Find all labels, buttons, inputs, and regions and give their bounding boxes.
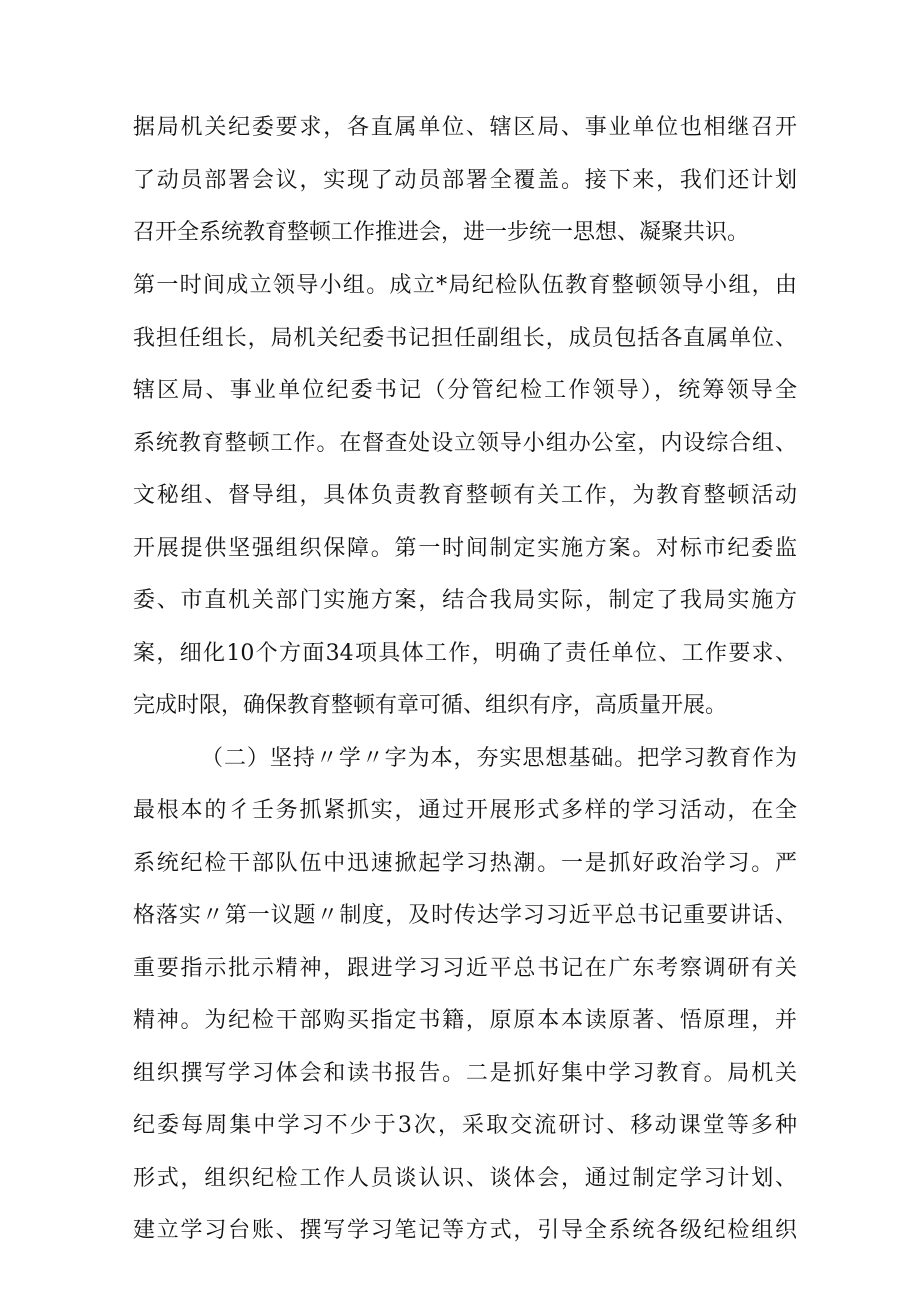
text-line: 建立学习台账、撰写学习笔记等方式，引导全系统各级纪检组织 [133, 1218, 797, 1243]
text-line: 组织撰写学习体会和读书报告。二是抓好集中学习教育。局机关 [133, 1061, 797, 1086]
text-line: 了动员部署会议，实现了动员部署全覆盖。接下来，我们还计划 [133, 168, 797, 193]
text-line: 重要指示批示精神，跟进学习习近平总书记在广东考察调研有关 [133, 956, 797, 981]
text-line: 系统教育整顿工作。在督查处设立领导小组办公室，内设综合组、 [133, 431, 797, 456]
paragraph-first-line: （二）坚持〃学〃字为本，夯实思想基础。把学习教育作为 [201, 746, 797, 771]
text-line: 案，细化10个方面34项具体工作，明确了责任单位、工作要求、 [133, 641, 797, 666]
text-line: 委、市直机关部门实施方案，结合我局实际，制定了我局实施方 [133, 588, 797, 613]
text-line: 纪委每周集中学习不少于3次，采取交流研讨、移动课堂等多种 [133, 1113, 797, 1138]
text-line: 文秘组、督导组，具体负责教育整顿有关工作，为教育整顿活动 [133, 483, 797, 508]
text-line: 完成时限，确保教育整顿有章可循、组织有序，高质量开展。 [133, 693, 728, 718]
text-line: 开展提供坚强组织保障。第一时间制定实施方案。对标市纪委监 [133, 536, 797, 561]
text-line: 据局机关纪委要求，各直属单位、辖区局、事业单位也相继召开 [133, 115, 797, 140]
text-line: 辖区局、事业单位纪委书记（分管纪检工作领导），统筹领导全 [133, 378, 797, 403]
text-line: 召开全系统教育整顿工作推进会，进一步统一思想、凝聚共识。 [133, 220, 750, 245]
text-line: 精神。为纪检干部购买指定书籍，原原本本读原著、悟原理，并 [133, 1008, 797, 1033]
text-line: 我担任组长，局机关纪委书记担任副组长，成员包括各直属单位、 [133, 326, 797, 351]
text-line: 格落实〃第一议题〃制度，及时传达学习习近平总书记重要讲话、 [133, 903, 797, 928]
text-line: 形式，组织纪检工作人员谈认识、谈体会，通过制定学习计划、 [133, 1166, 797, 1191]
text-line: 最根本的彳壬务抓紧抓实，通过开展形式多样的学习活动，在全 [133, 798, 797, 823]
text-line: 系统纪检干部队伍中迅速掀起学习热潮。一是抓好政治学习。严 [133, 851, 797, 876]
text-line: 第一时间成立领导小组。成立*局纪检队伍教育整顿领导小组，由 [133, 273, 797, 298]
